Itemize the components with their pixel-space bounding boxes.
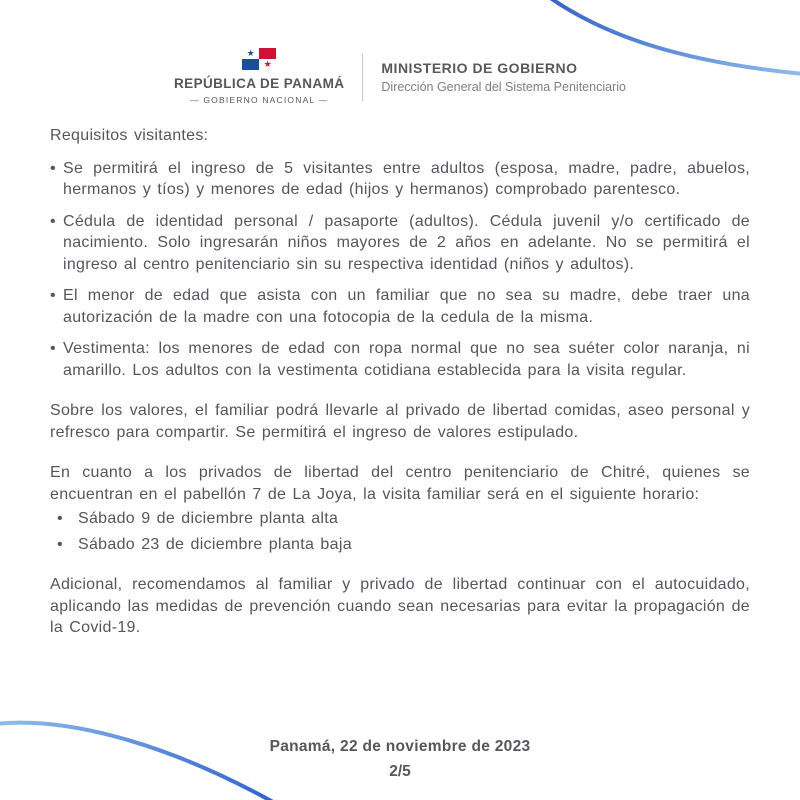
list-item bbox=[50, 285, 750, 328]
panama-flag-icon bbox=[242, 48, 276, 70]
adicional-paragraph: Adicional, recomendamos al familiar y privado de libertad continuar con el autocuidado, aplicando las medidas de prevención cuando sean necesarias para evitar la propagación de la Covid-19. bbox=[50, 576, 750, 636]
header bbox=[0, 48, 800, 105]
horario-paragraph: En cuanto a los privados de libertad del centro penitenciario de Chitré, quienes se encuentran en el pabellón 7 de La Joya, la visita familiar será en el siguiente horario: bbox=[50, 464, 750, 503]
footer bbox=[0, 738, 800, 781]
brand-country-name: REPÚBLICA DE PANAMÁ bbox=[174, 76, 345, 91]
flag-blue-quadrant bbox=[242, 59, 259, 70]
section-title: Requisitos visitantes: bbox=[50, 127, 209, 144]
list-item bbox=[50, 534, 750, 556]
bullet-icon: • bbox=[57, 510, 63, 527]
bullet-icon: • bbox=[50, 159, 56, 177]
requirement-text: El menor de edad que asista con un familiar que no sea su madre, debe traer una autorización de la madre con una fotocopia de la cedula de la misma. bbox=[63, 287, 750, 326]
schedule-text: Sábado 23 de diciembre planta baja bbox=[78, 535, 352, 553]
list-item bbox=[50, 158, 750, 201]
requirement-text: Se permitirá el ingreso de 5 visitantes entre adultos (esposa, madre, padre, abuelos, hermanos y tíos) y menores de edad (hijos y hermanos) comprobado parentesco. bbox=[63, 159, 750, 198]
list-item bbox=[50, 211, 750, 276]
document-body bbox=[50, 125, 750, 639]
dateline: Panamá, 22 de noviembre de 2023 bbox=[269, 738, 531, 755]
schedule-list bbox=[50, 508, 750, 555]
page-indicator: 2/5 bbox=[389, 763, 411, 780]
flag-red-quadrant bbox=[259, 48, 276, 59]
schedule-text: Sábado 9 de diciembre planta alta bbox=[78, 510, 339, 527]
requirements-list bbox=[50, 158, 750, 382]
requirement-text: Vestimenta: los menores de edad con ropa normal que no sea suéter color naranja, ni amarillo. Los adultos con la vestimenta cotidiana establecida para la visita regular. bbox=[63, 340, 750, 379]
valores-paragraph: Sobre los valores, el familiar podrá llevarle al privado de libertad comidas, aseo personal y refresco para compartir. Se permitirá el ingreso de valores estipulado. bbox=[50, 402, 750, 441]
government-brand bbox=[174, 48, 344, 105]
bullet-icon: • bbox=[50, 340, 56, 357]
header-divider bbox=[362, 53, 363, 101]
flag-blue-star: ★ bbox=[242, 48, 259, 59]
ministry-block bbox=[381, 60, 626, 94]
flag-red-star: ★ bbox=[259, 59, 276, 70]
ministry-subtitle: Dirección General del Sistema Penitenciario bbox=[381, 79, 626, 94]
list-item bbox=[50, 338, 750, 381]
ministry-title: MINISTERIO DE GOBIERNO bbox=[381, 59, 578, 76]
bullet-icon: • bbox=[50, 287, 56, 304]
brand-subtitle: — GOBIERNO NACIONAL — bbox=[190, 95, 329, 105]
list-item bbox=[50, 508, 750, 530]
requirement-text: Cédula de identidad personal / pasaporte (adultos). Cédula juvenil y/o certificado de nacimiento. Solo ingresarán niños mayores de 2 años en adelante. No se permitirá el ingreso al centro penitenciario sin su respectiva identidad (niños y adultos). bbox=[63, 212, 750, 273]
bullet-icon: • bbox=[50, 212, 56, 230]
bullet-icon: • bbox=[57, 535, 63, 553]
